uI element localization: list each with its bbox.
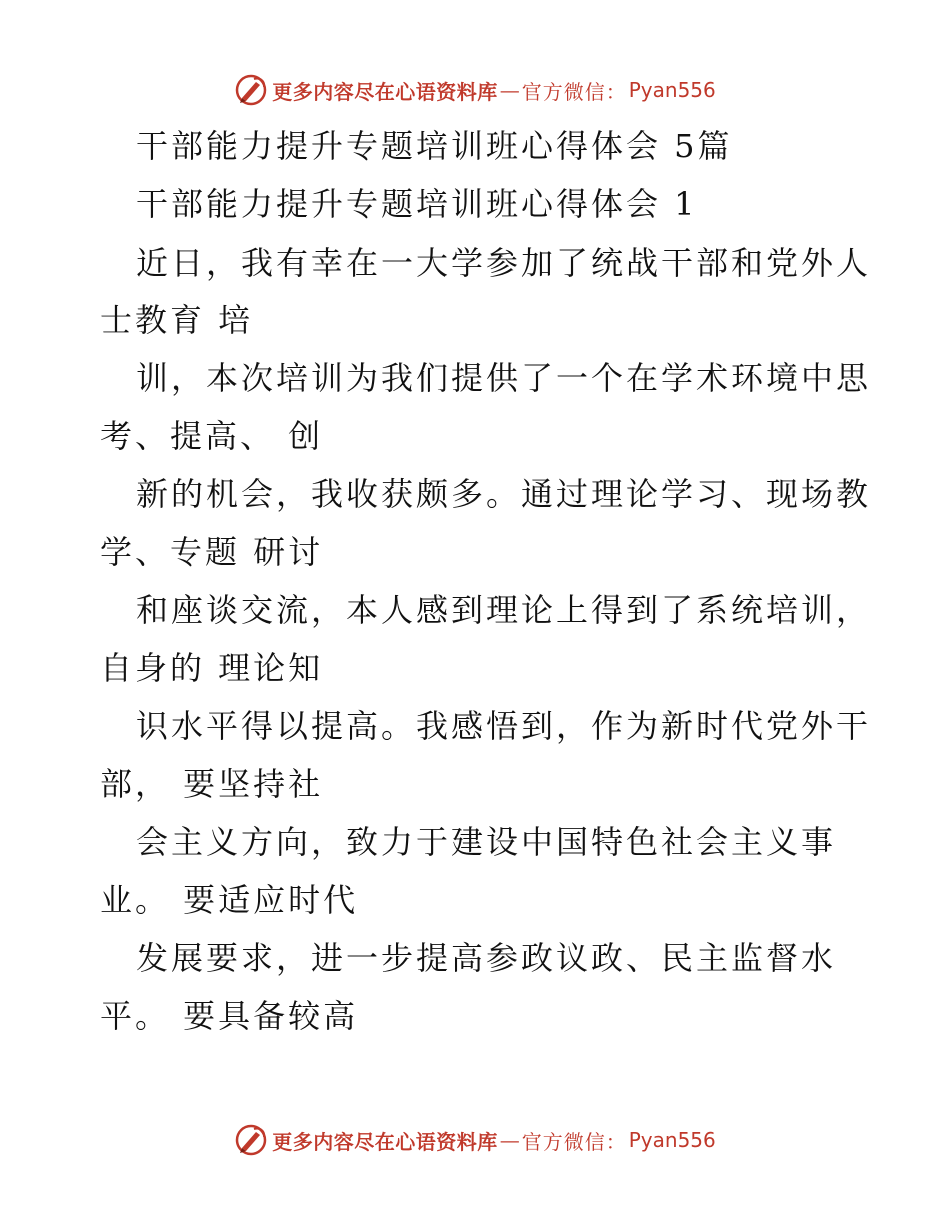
banner-wechat-label: 官方微信：	[521, 79, 627, 104]
paragraph-line: 学、专题 研讨	[100, 533, 324, 571]
paragraph-line: 近日，我有幸在一大学参加了统战干部和党外人	[136, 244, 872, 282]
paragraph-line: 士教育 培	[100, 301, 254, 339]
banner-site-name: 更多内容尽在心语资料库	[272, 79, 498, 104]
paragraph-line: 训，本次培训为我们提供了一个在学术环境中思	[136, 359, 872, 397]
paragraph-line: 发展要求，进一步提高参政议政、民主监督水	[136, 939, 837, 977]
banner-wechat-label: 官方微信：	[521, 1129, 627, 1154]
banner-wechat-id: Pyan556	[628, 78, 716, 102]
paragraph-line: 会主义方向，致力于建设中国特色社会主义事	[136, 823, 837, 861]
banner-wechat-id: Pyan556	[628, 1128, 716, 1152]
pen-circle-logo-icon	[234, 73, 268, 107]
paragraph-line: 业。 要适应时代	[100, 881, 359, 919]
header-banner	[0, 72, 950, 108]
banner-dash: —	[499, 1128, 520, 1152]
paragraph-line: 考、提高、 创	[100, 417, 324, 455]
banner-site-name: 更多内容尽在心语资料库	[272, 1129, 498, 1154]
paragraph-line: 部， 要坚持社	[100, 765, 324, 803]
document-subtitle: 干部能力提升专题培训班心得体会 1	[136, 185, 698, 223]
paragraph-line: 自身的 理论知	[100, 649, 324, 687]
footer-banner	[0, 1122, 950, 1158]
pen-circle-logo-icon	[234, 1123, 268, 1157]
paragraph-line: 平。 要具备较高	[100, 997, 359, 1035]
banner-dash: —	[499, 78, 520, 102]
paragraph-line: 新的机会，我收获颇多。通过理论学习、现场教	[136, 475, 872, 513]
document-title: 干部能力提升专题培训班心得体会 5篇	[136, 127, 733, 165]
paragraph-line: 和座谈交流，本人感到理论上得到了系统培训，	[136, 591, 872, 629]
paragraph-line: 识水平得以提高。我感悟到，作为新时代党外干	[136, 707, 872, 745]
